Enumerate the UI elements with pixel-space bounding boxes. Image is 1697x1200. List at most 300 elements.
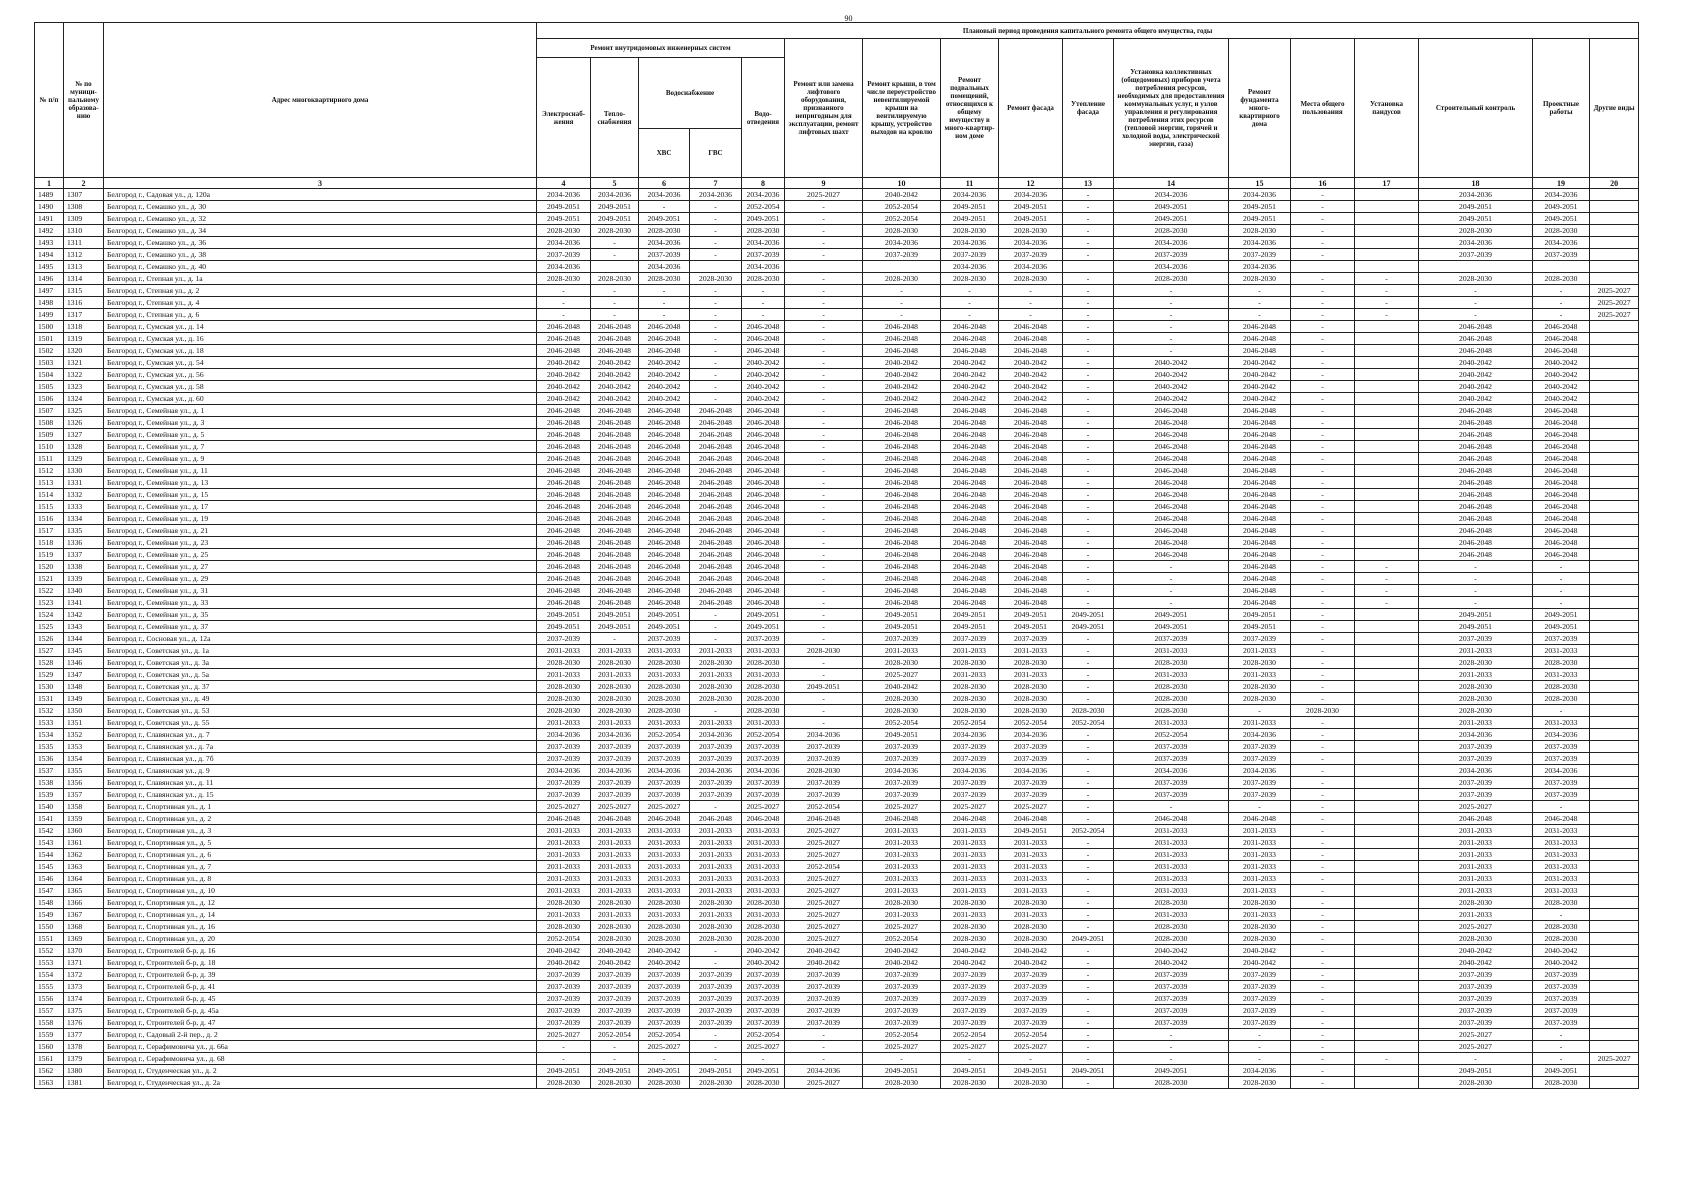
period-cell: 2049-2051 xyxy=(537,201,591,213)
period-cell: 2040-2042 xyxy=(785,945,863,957)
period-cell: - xyxy=(785,333,863,345)
header-other: Другие виды xyxy=(1590,39,1639,178)
column-number: 17 xyxy=(1355,178,1419,189)
period-cell: 2040-2042 xyxy=(1229,957,1291,969)
period-cell: 2034-2036 xyxy=(941,729,999,741)
period-cell: 2049-2051 xyxy=(999,621,1063,633)
period-cell: - xyxy=(1291,249,1355,261)
period-cell: 2031-2033 xyxy=(999,873,1063,885)
table-row xyxy=(35,693,1639,705)
period-cell: 2040-2042 xyxy=(537,369,591,381)
period-cell: 2046-2048 xyxy=(537,525,591,537)
period-cell xyxy=(1590,981,1639,993)
period-cell: 2031-2033 xyxy=(1229,861,1291,873)
header-facade: Ремонт фасада xyxy=(999,39,1063,178)
period-cell xyxy=(1590,249,1639,261)
period-cell xyxy=(1355,381,1419,393)
period-cell: - xyxy=(1063,873,1114,885)
address-cell: Белгород г., Советская ул., д. 1а xyxy=(104,645,537,657)
period-cell xyxy=(1355,693,1419,705)
address-cell: Белгород г., Семейная ул., д. 3 xyxy=(104,417,537,429)
period-cell: 2031-2033 xyxy=(1229,873,1291,885)
period-cell: 2037-2039 xyxy=(941,969,999,981)
period-cell: 2031-2033 xyxy=(690,909,742,921)
period-cell: - xyxy=(1291,609,1355,621)
period-cell: - xyxy=(1114,801,1229,813)
period-cell: - xyxy=(1229,285,1291,297)
period-cell: - xyxy=(1063,1017,1114,1029)
period-cell: 2031-2033 xyxy=(690,837,742,849)
period-cell: 2046-2048 xyxy=(742,501,785,513)
period-cell: 2040-2042 xyxy=(742,369,785,381)
period-cell: 2046-2048 xyxy=(1229,453,1291,465)
period-cell: 2031-2033 xyxy=(742,849,785,861)
period-cell: 2028-2030 xyxy=(1114,681,1229,693)
column-number: 10 xyxy=(863,178,941,189)
period-cell: - xyxy=(1063,681,1114,693)
period-cell: 2040-2042 xyxy=(785,957,863,969)
table-body xyxy=(35,189,1639,1089)
period-cell: 2046-2048 xyxy=(690,537,742,549)
period-cell: 2040-2042 xyxy=(591,357,639,369)
period-cell: 2028-2030 xyxy=(1229,225,1291,237)
municipal-number: 1363 xyxy=(64,861,104,873)
period-cell: 2031-2033 xyxy=(639,825,690,837)
period-cell: 2049-2051 xyxy=(941,621,999,633)
period-cell: 2052-2054 xyxy=(742,201,785,213)
period-cell: - xyxy=(785,717,863,729)
period-cell: 2037-2039 xyxy=(999,1017,1063,1029)
address-cell: Белгород г., Советская ул., д. 5а xyxy=(104,669,537,681)
period-cell: - xyxy=(1533,1041,1590,1053)
period-cell: - xyxy=(1291,357,1355,369)
period-cell: 2040-2042 xyxy=(1114,381,1229,393)
table-row xyxy=(35,945,1639,957)
table-row xyxy=(35,909,1639,921)
municipal-number: 1335 xyxy=(64,525,104,537)
period-cell: 2028-2030 xyxy=(1114,225,1229,237)
row-index: 1521 xyxy=(35,573,64,585)
period-cell: - xyxy=(1533,705,1590,717)
period-cell: 2040-2042 xyxy=(742,357,785,369)
row-index: 1514 xyxy=(35,489,64,501)
period-cell: - xyxy=(591,1053,639,1065)
table-row xyxy=(35,1029,1639,1041)
period-cell: 2031-2033 xyxy=(537,825,591,837)
capital-repair-table xyxy=(34,22,1639,1089)
column-number: 15 xyxy=(1229,178,1291,189)
table-row xyxy=(35,333,1639,345)
period-cell: 2028-2030 xyxy=(639,273,690,285)
period-cell: 2037-2039 xyxy=(639,633,690,645)
municipal-number: 1343 xyxy=(64,621,104,633)
period-cell: 2046-2048 xyxy=(941,501,999,513)
period-cell: 2034-2036 xyxy=(537,261,591,273)
period-cell xyxy=(1355,873,1419,885)
period-cell: - xyxy=(1063,741,1114,753)
period-cell: - xyxy=(1063,393,1114,405)
table-row xyxy=(35,189,1639,201)
period-cell: 2040-2042 xyxy=(863,189,941,201)
period-cell xyxy=(1355,477,1419,489)
period-cell: 2031-2033 xyxy=(999,837,1063,849)
period-cell: - xyxy=(1063,465,1114,477)
period-cell: - xyxy=(1533,561,1590,573)
period-cell: 2046-2048 xyxy=(591,813,639,825)
period-cell: 2049-2051 xyxy=(639,609,690,621)
row-index: 1539 xyxy=(35,789,64,801)
period-cell: - xyxy=(785,285,863,297)
period-cell: 2031-2033 xyxy=(999,861,1063,873)
period-cell: 2040-2042 xyxy=(591,957,639,969)
period-cell: - xyxy=(742,1053,785,1065)
period-cell: 2046-2048 xyxy=(999,513,1063,525)
column-number: 2 xyxy=(64,178,104,189)
period-cell: 2034-2036 xyxy=(999,729,1063,741)
column-number: 20 xyxy=(1590,178,1639,189)
header-basement: Ремонт подвальных помещений, относящихся к общему имуществу в много-квартир-ном доме xyxy=(941,39,999,178)
table-row xyxy=(35,657,1639,669)
period-cell: 2040-2042 xyxy=(863,393,941,405)
period-cell xyxy=(1590,561,1639,573)
period-cell: 2031-2033 xyxy=(639,885,690,897)
period-cell: 2031-2033 xyxy=(537,669,591,681)
period-cell: 2037-2039 xyxy=(999,741,1063,753)
period-cell: 2031-2033 xyxy=(1114,909,1229,921)
period-cell: - xyxy=(785,357,863,369)
period-cell: 2046-2048 xyxy=(591,405,639,417)
period-cell: - xyxy=(690,237,742,249)
period-cell: 2046-2048 xyxy=(1533,333,1590,345)
period-cell: 2025-2027 xyxy=(785,909,863,921)
row-index: 1511 xyxy=(35,453,64,465)
period-cell xyxy=(1590,201,1639,213)
period-cell: 2031-2033 xyxy=(742,873,785,885)
table-row xyxy=(35,873,1639,885)
period-cell: 2037-2039 xyxy=(537,753,591,765)
municipal-number: 1344 xyxy=(64,633,104,645)
period-cell: - xyxy=(1063,225,1114,237)
municipal-number: 1330 xyxy=(64,465,104,477)
period-cell: 2028-2030 xyxy=(690,657,742,669)
period-cell: - xyxy=(1063,381,1114,393)
period-cell: 2040-2042 xyxy=(639,369,690,381)
period-cell: 2031-2033 xyxy=(1419,885,1533,897)
period-cell: 2034-2036 xyxy=(639,765,690,777)
period-cell: 2052-2054 xyxy=(639,729,690,741)
period-cell: 2037-2039 xyxy=(863,753,941,765)
period-cell: 2052-2054 xyxy=(999,1029,1063,1041)
period-cell: 2034-2036 xyxy=(639,237,690,249)
column-number-row xyxy=(35,178,1639,189)
period-cell: 2034-2036 xyxy=(742,261,785,273)
period-cell: 2037-2039 xyxy=(1229,789,1291,801)
period-cell xyxy=(1355,741,1419,753)
period-cell: 2046-2048 xyxy=(941,453,999,465)
table-row xyxy=(35,681,1639,693)
period-cell: 2052-2054 xyxy=(785,801,863,813)
period-cell: - xyxy=(1291,921,1355,933)
period-cell: 2046-2048 xyxy=(742,405,785,417)
period-cell: - xyxy=(690,1053,742,1065)
period-cell: 2046-2048 xyxy=(1533,405,1590,417)
row-index: 1518 xyxy=(35,537,64,549)
period-cell: 2034-2036 xyxy=(537,729,591,741)
period-cell: - xyxy=(999,285,1063,297)
period-cell: 2031-2033 xyxy=(591,837,639,849)
period-cell: 2028-2030 xyxy=(999,273,1063,285)
period-cell: - xyxy=(1063,573,1114,585)
period-cell: 2037-2039 xyxy=(690,753,742,765)
period-cell: 2037-2039 xyxy=(1114,1017,1229,1029)
period-cell: - xyxy=(1291,285,1355,297)
period-cell xyxy=(1590,825,1639,837)
period-cell: 2028-2030 xyxy=(1533,693,1590,705)
municipal-number: 1313 xyxy=(64,261,104,273)
column-number: 3 xyxy=(104,178,537,189)
period-cell xyxy=(1355,225,1419,237)
period-cell xyxy=(1590,693,1639,705)
period-cell: - xyxy=(1063,285,1114,297)
period-cell: 2046-2048 xyxy=(999,441,1063,453)
period-cell: 2031-2033 xyxy=(1229,645,1291,657)
period-cell: 2025-2027 xyxy=(1590,297,1639,309)
header-roof: Ремонт крыши, в том числе переустройство невентилируемой крыши на вентилируемую крышу, устройство выходов на кровлю xyxy=(863,39,941,178)
row-index: 1531 xyxy=(35,693,64,705)
table-row xyxy=(35,669,1639,681)
period-cell: 2049-2051 xyxy=(999,825,1063,837)
period-cell xyxy=(1590,549,1639,561)
table-row xyxy=(35,357,1639,369)
period-cell xyxy=(1590,273,1639,285)
period-cell: - xyxy=(1114,285,1229,297)
period-cell: 2046-2048 xyxy=(1419,441,1533,453)
period-cell: 2046-2048 xyxy=(1114,429,1229,441)
period-cell: 2046-2048 xyxy=(639,453,690,465)
period-cell: 2025-2027 xyxy=(785,897,863,909)
period-cell: - xyxy=(1063,345,1114,357)
period-cell: 2034-2036 xyxy=(690,189,742,201)
period-cell: 2046-2048 xyxy=(690,585,742,597)
period-cell xyxy=(1590,441,1639,453)
period-cell: 2028-2030 xyxy=(1419,681,1533,693)
address-cell: Белгород г., Строителей б-р, д. 45а xyxy=(104,1005,537,1017)
period-cell: 2031-2033 xyxy=(639,669,690,681)
municipal-number: 1358 xyxy=(64,801,104,813)
period-cell: 2031-2033 xyxy=(591,849,639,861)
row-index: 1544 xyxy=(35,849,64,861)
period-cell: 2046-2048 xyxy=(639,549,690,561)
period-cell: 2034-2036 xyxy=(690,729,742,741)
period-cell: 2031-2033 xyxy=(690,861,742,873)
period-cell: 2037-2039 xyxy=(591,1017,639,1029)
period-cell: 2046-2048 xyxy=(639,585,690,597)
period-cell: - xyxy=(1291,957,1355,969)
period-cell: 2052-2054 xyxy=(1063,717,1114,729)
period-cell: 2037-2039 xyxy=(1533,741,1590,753)
period-cell: 2046-2048 xyxy=(1114,465,1229,477)
period-cell: 2034-2036 xyxy=(591,765,639,777)
address-cell: Белгород г., Семашко ул., д. 40 xyxy=(104,261,537,273)
period-cell: - xyxy=(785,621,863,633)
municipal-number: 1342 xyxy=(64,609,104,621)
row-index: 1525 xyxy=(35,621,64,633)
period-cell: 2046-2048 xyxy=(1229,321,1291,333)
period-cell: 2028-2030 xyxy=(742,897,785,909)
period-cell: 2028-2030 xyxy=(591,657,639,669)
period-cell xyxy=(1355,645,1419,657)
period-cell: 2037-2039 xyxy=(742,981,785,993)
period-cell: 2046-2048 xyxy=(863,561,941,573)
period-cell: 2046-2048 xyxy=(591,489,639,501)
address-cell: Белгород г., Строителей б-р, д. 39 xyxy=(104,969,537,981)
period-cell: 2046-2048 xyxy=(941,405,999,417)
period-cell: 2031-2033 xyxy=(537,909,591,921)
period-cell: - xyxy=(742,297,785,309)
municipal-number: 1326 xyxy=(64,417,104,429)
period-cell: 2049-2051 xyxy=(863,729,941,741)
period-cell: 2037-2039 xyxy=(639,981,690,993)
period-cell: 2049-2051 xyxy=(537,213,591,225)
period-cell: 2034-2036 xyxy=(1533,237,1590,249)
period-cell: 2037-2039 xyxy=(639,969,690,981)
period-cell: 2046-2048 xyxy=(591,465,639,477)
period-cell: 2046-2048 xyxy=(639,405,690,417)
period-cell: 2028-2030 xyxy=(639,705,690,717)
period-cell xyxy=(1590,213,1639,225)
period-cell: 2025-2027 xyxy=(863,1041,941,1053)
period-cell: 2025-2027 xyxy=(1590,309,1639,321)
period-cell: 2052-2054 xyxy=(1063,825,1114,837)
period-cell: 2037-2039 xyxy=(1419,741,1533,753)
period-cell: 2028-2030 xyxy=(941,705,999,717)
period-cell: 2040-2042 xyxy=(1533,393,1590,405)
address-cell: Белгород г., Студенческая ул., д. 2 xyxy=(104,1065,537,1077)
address-cell: Белгород г., Спортивная ул., д. 3 xyxy=(104,825,537,837)
address-cell: Белгород г., Спортивная ул., д. 6 xyxy=(104,849,537,861)
table-row xyxy=(35,525,1639,537)
period-cell: - xyxy=(785,525,863,537)
period-cell: 2046-2048 xyxy=(1533,441,1590,453)
period-cell: 2025-2027 xyxy=(785,885,863,897)
period-cell: 2046-2048 xyxy=(863,501,941,513)
period-cell: 2037-2039 xyxy=(537,789,591,801)
period-cell: 2046-2048 xyxy=(941,573,999,585)
period-cell: 2028-2030 xyxy=(1533,933,1590,945)
period-cell xyxy=(1355,909,1419,921)
period-cell: - xyxy=(690,309,742,321)
row-index: 1538 xyxy=(35,777,64,789)
period-cell: 2037-2039 xyxy=(941,993,999,1005)
period-cell: 2040-2042 xyxy=(639,381,690,393)
period-cell: 2037-2039 xyxy=(591,981,639,993)
period-cell: 2046-2048 xyxy=(537,429,591,441)
period-cell: 2046-2048 xyxy=(863,537,941,549)
table-row xyxy=(35,813,1639,825)
period-cell xyxy=(1590,537,1639,549)
period-cell: 2046-2048 xyxy=(941,813,999,825)
table-row xyxy=(35,537,1639,549)
period-cell: 2040-2042 xyxy=(1114,393,1229,405)
address-cell: Белгород г., Степная ул., д. 6 xyxy=(104,309,537,321)
table-row xyxy=(35,801,1639,813)
row-index: 1527 xyxy=(35,645,64,657)
period-cell: 2037-2039 xyxy=(863,1017,941,1029)
period-cell xyxy=(1590,333,1639,345)
period-cell: 2037-2039 xyxy=(690,741,742,753)
period-cell: 2049-2051 xyxy=(1114,1065,1229,1077)
period-cell: - xyxy=(1291,597,1355,609)
row-index: 1503 xyxy=(35,357,64,369)
municipal-number: 1316 xyxy=(64,297,104,309)
period-cell: 2037-2039 xyxy=(1114,753,1229,765)
table-row xyxy=(35,261,1639,273)
period-cell: 2049-2051 xyxy=(742,609,785,621)
period-cell: 2052-2054 xyxy=(742,1029,785,1041)
period-cell: - xyxy=(1533,285,1590,297)
period-cell: 2028-2030 xyxy=(941,921,999,933)
period-cell: 2049-2051 xyxy=(1533,1065,1590,1077)
period-cell: 2040-2042 xyxy=(537,957,591,969)
address-cell: Белгород г., Спортивная ул., д. 10 xyxy=(104,885,537,897)
period-cell: 2031-2033 xyxy=(999,849,1063,861)
period-cell xyxy=(1590,777,1639,789)
period-cell: - xyxy=(785,537,863,549)
period-cell: 2049-2051 xyxy=(690,1065,742,1077)
period-cell: - xyxy=(999,1053,1063,1065)
period-cell: 2046-2048 xyxy=(690,429,742,441)
period-cell: - xyxy=(1063,633,1114,645)
period-cell: 2037-2039 xyxy=(742,969,785,981)
period-cell: 2025-2027 xyxy=(785,933,863,945)
table-row xyxy=(35,1053,1639,1065)
period-cell: 2028-2030 xyxy=(1229,681,1291,693)
period-cell xyxy=(1355,465,1419,477)
period-cell: 2034-2036 xyxy=(941,189,999,201)
period-cell: 2031-2033 xyxy=(537,645,591,657)
period-cell: 2031-2033 xyxy=(999,669,1063,681)
period-cell: 2040-2042 xyxy=(1419,381,1533,393)
period-cell: 2028-2030 xyxy=(863,225,941,237)
period-cell: 2031-2033 xyxy=(1533,873,1590,885)
period-cell: 2034-2036 xyxy=(1229,237,1291,249)
period-cell: 2049-2051 xyxy=(1533,609,1590,621)
period-cell xyxy=(1590,321,1639,333)
period-cell: 2028-2030 xyxy=(537,657,591,669)
period-cell: - xyxy=(785,297,863,309)
municipal-number: 1371 xyxy=(64,957,104,969)
period-cell: 2028-2030 xyxy=(1533,1077,1590,1089)
period-cell: 2037-2039 xyxy=(999,981,1063,993)
period-cell: 2028-2030 xyxy=(742,681,785,693)
period-cell xyxy=(1355,837,1419,849)
period-cell: 2034-2036 xyxy=(1229,765,1291,777)
table-row xyxy=(35,381,1639,393)
period-cell: 2028-2030 xyxy=(999,225,1063,237)
period-cell: 2031-2033 xyxy=(591,909,639,921)
municipal-number: 1355 xyxy=(64,765,104,777)
period-cell: - xyxy=(1114,573,1229,585)
period-cell: - xyxy=(785,417,863,429)
period-cell: - xyxy=(537,309,591,321)
period-cell: 2046-2048 xyxy=(742,333,785,345)
period-cell: 2040-2042 xyxy=(1229,945,1291,957)
period-cell: 2046-2048 xyxy=(941,549,999,561)
address-cell: Белгород г., Семейная ул., д. 33 xyxy=(104,597,537,609)
period-cell: - xyxy=(1291,321,1355,333)
period-cell: 2028-2030 xyxy=(1419,657,1533,669)
period-cell xyxy=(1355,417,1419,429)
